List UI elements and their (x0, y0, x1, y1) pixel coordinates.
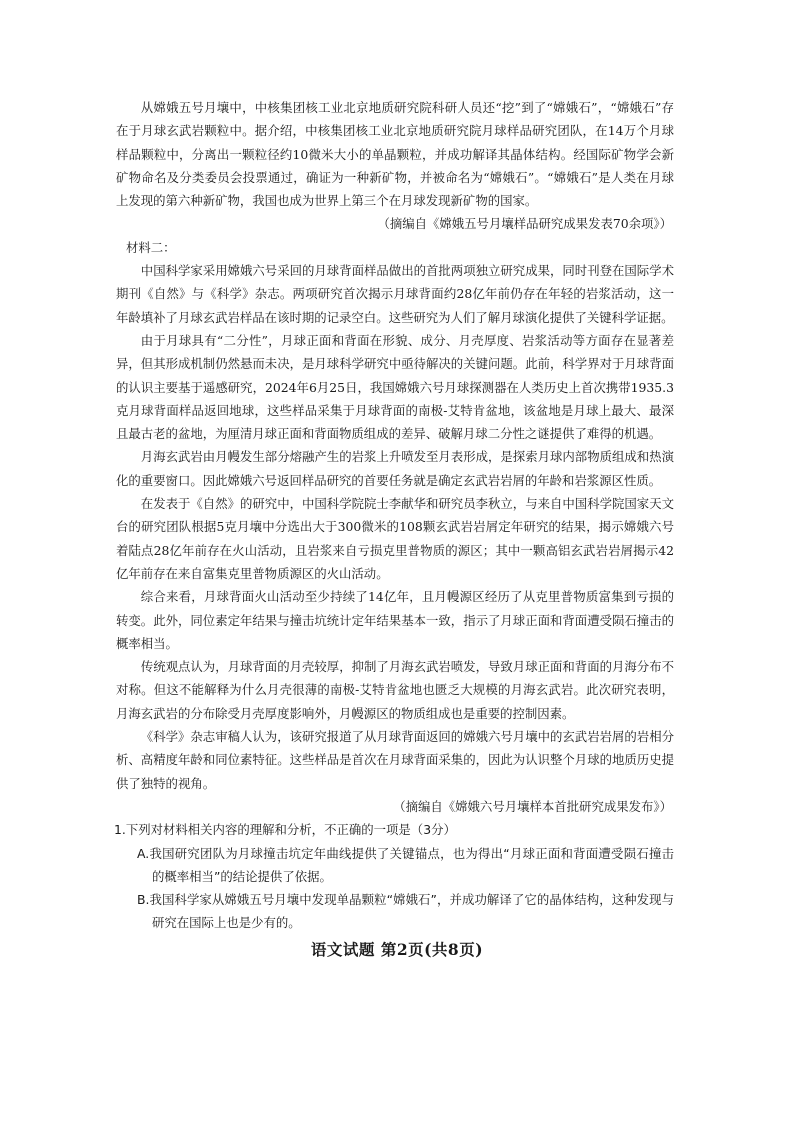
material2-paragraph-3: 月海玄武岩由月幔发生部分熔融产生的岩浆上升喷发至月表形成，是探索月球内部物质组成和热演化的重要窗口。因此嫦娥六号返回样品研究的首要任务就是确定玄武岩岩屑的年龄和岩浆源区性质。 (116, 449, 674, 488)
material2-paragraph-6: 传统观点认为，月球背面的月壳较厚，抑制了月海玄武岩喷发，导致月球正面和背面的月海分布不对称。但这不能解释为什么月壳很薄的南极-艾特肯盆地也匮乏大规模的月海玄武岩。此次研究表明，月海玄武岩的分布除受月壳厚度影响外，月幔源区的物质组成也是重要的控制因素。 (116, 659, 674, 721)
material2-paragraph-7: 《科学》杂志审稿人认为，该研究报道了从月球背面返回的嫦娥六号月壤中的玄武岩岩屑的岩相分析、高精度年龄和同位素特征。这些样品是首次在月球背面采集的，因此为认识整个月球的地质历史提供了独特的视角。 (116, 729, 674, 791)
page-footer: 语文试题 第2页(共8页) (310, 940, 484, 959)
material2-label: 材料二： (126, 239, 176, 255)
material2-paragraph-2: 由于月球具有“二分性”，月球正面和背面在形貌、成分、月壳厚度、岩浆活动等方面存在显著差异，但其形成机制仍然悬而未决，是月球科学研究中亟待解决的关键问题。此前，科学界对于月球背面的认识主要基于遥感研究，2024年6月25日，我国嫦娥六号月球探测器在人类历史上首次携带1935.3克月球背面样品返回地球，这些样品采集于月球背面的南极-艾特肯盆地，该盆地是月球上最大、最深且最古老的盆地，为厘清月球正面和背面物质组成的差异、破解月球二分性之谜提供了难得的机遇。 (116, 332, 674, 442)
material1-source: （摘编自《嫦娥五号月壤样品研究成果发表70余项》） (377, 216, 672, 232)
material2-source: （摘编自《嫦娥六号月壤样本首批研究成果发布》） (393, 798, 672, 814)
material2-paragraph-5: 综合来看，月球背面火山活动至少持续了14亿年，且月幔源区经历了从克里普物质富集到亏损的转变。此外，同位素定年结果与撞击坑统计定年结果基本一致，指示了月球正面和背面遭受陨石撞击的概率相当。 (116, 589, 674, 651)
material1-paragraph-1: 从嫦娥五号月壤中，中核集团核工业北京地质研究院科研人员还“挖”到了“嫦娥石”，“嫦娥石”存在于月球玄武岩颗粒中。据介绍，中核集团核工业北京地质研究院月球样品研究团队，在14万个月球样品颗粒中，分离出一颗粒径约10微米大小的单晶颗粒，并成功解译其晶体结构。经国际矿物学会新矿物命名及分类委员会投票通过，确证为一种新矿物，并被命名为“嫦娥石”。“嫦娥石”是人类在月球上发现的第六种新矿物，我国也成为世界上第三个在月球发现新矿物的国家。 (116, 100, 674, 209)
question-1-stem: 1.下列对材料相关内容的理解和分析，不正确的一项是（3分） (114, 822, 456, 838)
question-1-option-a: A.我国研究团队为月球撞击坑定年曲线提供了关键锚点，也为得出“月球正面和背面遭受陨石撞击的概率相当”的结论提供了依据。 (137, 845, 674, 884)
question-1-option-b: B.我国科学家从嫦娥五号月壤中发现单晶颗粒“嫦娥石”，并成功解译了它的晶体结构，这种发现与研究在国际上也是少有的。 (137, 892, 674, 931)
material2-paragraph-1: 中国科学家采用嫦娥六号采回的月球背面样品做出的首批两项独立研究成果，同时刊登在国际学术期刊《自然》与《科学》杂志。两项研究首次揭示月球背面约28亿年前仍存在年轻的岩浆活动，这一年龄填补了月球玄武岩样品在该时期的记录空白。这些研究为人们了解月球演化提供了关键科学证据。 (116, 263, 674, 325)
material2-paragraph-4: 在发表于《自然》的研究中，中国科学院院士李献华和研究员李秋立，与来自中国科学院国家天文台的研究团队根据5克月壤中分选出大于300微米的108颗玄武岩岩屑定年研究的结果，揭示嫦娥六号着陆点28亿年前存在火山活动，且岩浆来自亏损克里普物质的源区；其中一颗高铝玄武岩岩屑揭示42亿年前存在来自富集克里普物质源区的火山活动。 (116, 496, 674, 581)
